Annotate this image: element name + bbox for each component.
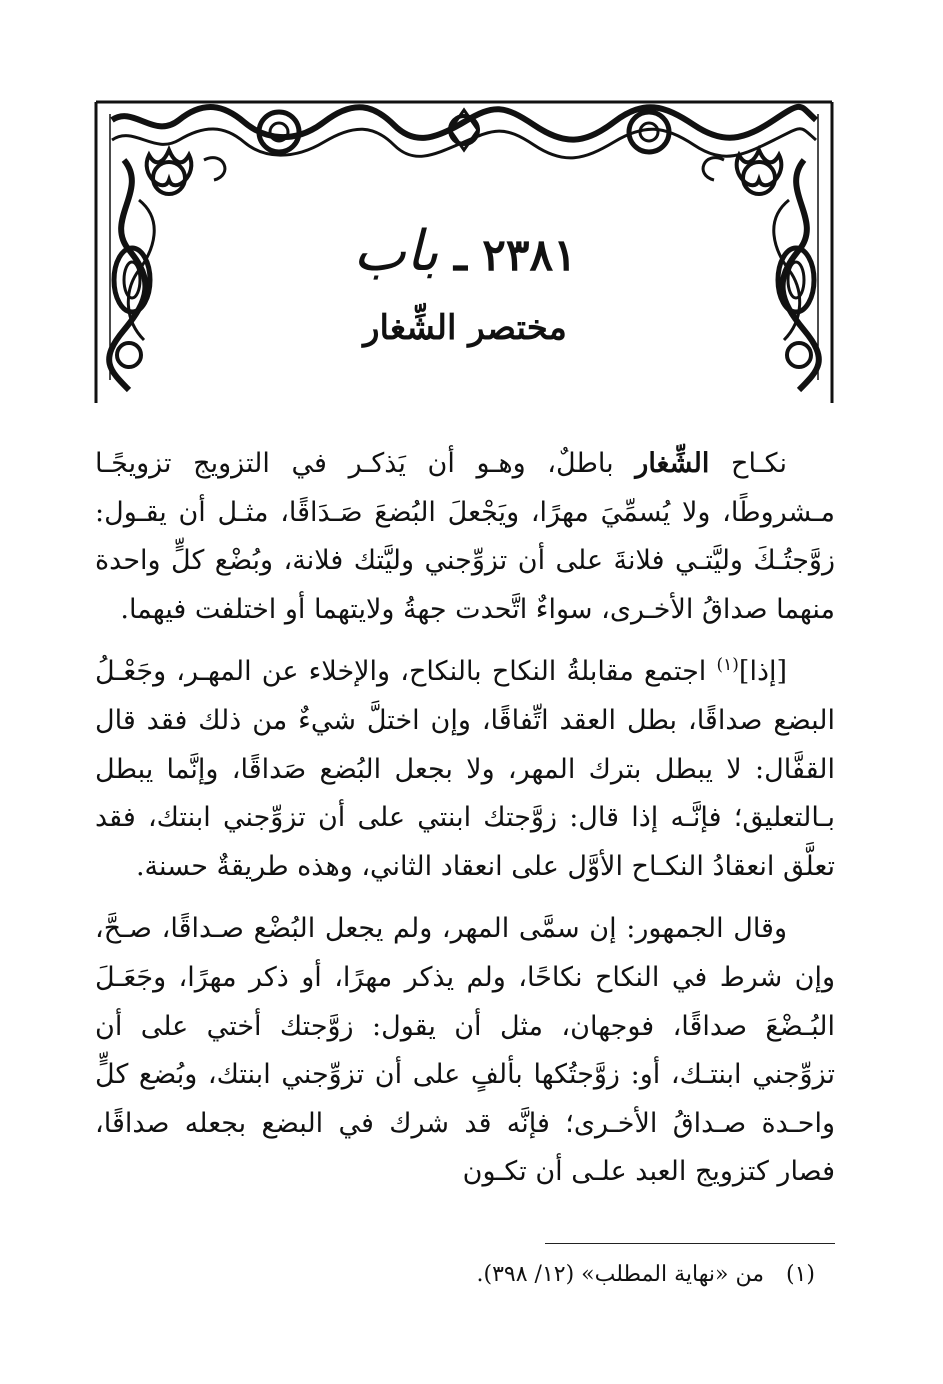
footnote-reference[interactable]: (١) bbox=[716, 655, 739, 676]
paragraph-1-bold-term: الشِّغار bbox=[635, 448, 710, 479]
footnote-text: من «نهاية المطلب» (١٢/ ٣٩٨). bbox=[476, 1262, 764, 1287]
paragraph-2-lead: [إذا] bbox=[738, 656, 787, 688]
footnote-divider bbox=[545, 1243, 835, 1244]
chapter-title: مختصر الشِّغار bbox=[363, 308, 567, 348]
chapter-number: ٢٣٨١ ـ bbox=[453, 230, 577, 281]
paragraph-2 bbox=[95, 648, 835, 891]
paragraph-1-text: باطلٌ، وهـو أن يَذكـر في التزويج تزويجًـا مـشروطًا، ولا يُسمِّيَ مهرًا، ويَجْعلَ البُضعَ صَـدَاقًا، مثـل أن يقـول: زوَّجتُـكَ وليَّتـي فلانةَ على أن تزوِّجني وليَّتك فلانة، وبُضْع كلٍّ واحدة منهما صداقُ الأخـرى، سواءٌ اتَّحدت جهةُ ولايتهما أو اختلفت فيهما. bbox=[95, 448, 835, 625]
footnote bbox=[477, 1258, 815, 1292]
chapter-number-heading bbox=[200, 219, 730, 286]
paragraph-3-text: وقال الجمهور: إن سمَّى المهر، ولم يجعل البُضْع صـداقًا، صـحَّ، وإن شرط في النكاح نكاحًا، ولم يذكر مهرًا، أو ذكر مهرًا، وجَعَـلَ البُـضْعَ صداقًا، فوجهان، مثل أن يقول: زوَّجتك أختي على أن تزوِّجني ابنتـك، أو: زوَّجتُكها بألفٍ على أن تزوِّجني ابنتك، وبُضع كلٍّ واحـدة صـداقُ الأخـرى؛ فإنَّه قد شرك في البضع بجعله صداقًا، فصار كتزويج العبد علـى أن تكـون bbox=[95, 913, 835, 1188]
paragraph-1 bbox=[95, 440, 835, 634]
footnote-number: (١) bbox=[785, 1262, 815, 1287]
main-text bbox=[95, 440, 835, 1211]
paragraph-3 bbox=[95, 905, 835, 1197]
paragraph-2-text: اجتمع مقابلةُ النكاح بالنكاح، والإخلاء عن المهـر، وجَعْـلُ البضع صداقًا، بطل العقد اتِّفاقًا، وإن اختلَّ شيءٌ من ذلك فقد قال القفَّال: لا يبطل بترك المهر، ولا بجعل البُضع صَداقًا، وإنَّما يبطل بـالتعليق؛ فإنَّـه إذا قال: زوَّجتك ابنتي على أن تزوِّجني ابنتك، فقد تعلَّق انعقادُ النكـاح الأوَّل على انعقاد الثاني، وهذه طريقةٌ حسنة. bbox=[95, 656, 835, 882]
chapter-bab-word: باب bbox=[353, 219, 439, 284]
paragraph-1-lead: نكـاح bbox=[709, 448, 788, 479]
